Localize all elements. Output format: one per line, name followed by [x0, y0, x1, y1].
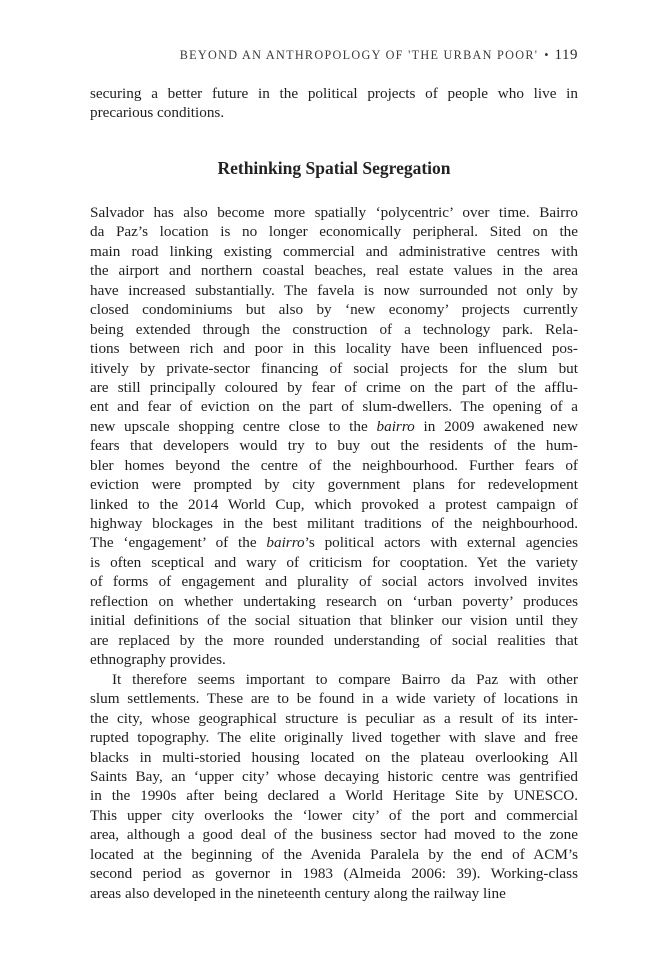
text-line: eviction were prompted by city government plans for redevelopment	[90, 476, 578, 494]
text-line: itively by private-sector financing of social projects for the slum but	[90, 359, 578, 377]
text-line: area, although a good deal of the business sector had moved to the zone	[90, 826, 578, 844]
text-line: the airport and northern coastal beaches, real estate values in the area	[90, 262, 578, 280]
text-line: tions between rich and poor in this locality have been influenced pos-	[90, 340, 578, 358]
text-line: Saints Bay, an ‘upper city’ whose decaying historic centre was gentrified	[90, 767, 578, 785]
text-line: new upscale shopping centre close to the bairro in 2009 awakened new	[90, 417, 578, 435]
text-line: fears that developers would try to buy out the residents of the hum-	[90, 437, 578, 455]
text-line: ent and fear of eviction on the part of slum-dwellers. The opening of a	[90, 398, 578, 416]
text-line: reflection on whether undertaking research on ‘urban poverty’ produces	[90, 592, 578, 610]
text-line: the city, whose geographical structure is peculiar as a result of its inter-	[90, 709, 578, 727]
text-line: da Paz’s location is no longer economically peripheral. Sited on the	[90, 223, 578, 241]
text-line: The ‘engagement’ of the bairro’s political actors with external agencies	[90, 534, 578, 552]
section-heading: Rethinking Spatial Segregation	[217, 158, 451, 178]
text-line: ethnography provides.	[90, 651, 226, 669]
text-line: have increased substantially. The favela is now surrounded not only by	[90, 281, 578, 299]
text-line: Salvador has also become more spatially ‘polycentric’ over time. Bairro	[90, 204, 578, 221]
text-line: of forms of engagement and plurality of social actors involved invites	[90, 573, 578, 591]
text-line: rupted topography. The elite originally lived together with slave and free	[90, 729, 578, 747]
paragraph-comparison	[90, 670, 578, 903]
text-line: being extended through the construction of a technology park. Rela-	[90, 320, 578, 338]
paragraph-rethinking-spatial	[90, 203, 578, 670]
running-head-separator: •	[544, 48, 549, 62]
opening-paragraph	[90, 84, 578, 123]
text-line: highway blockages in the best militant traditions of the neighbourhood.	[90, 515, 578, 532]
text-line: blacks in multi-storied housing located on the plateau overlooking All	[90, 748, 578, 766]
text-line: is often sceptical and wary of criticism for cooptation. Yet the variety	[90, 553, 578, 571]
text-line: linked to the 2014 World Cup, which provoked a protest campaign of	[90, 495, 578, 513]
text-line: located at the beginning of the Avenida Paralela by the end of ACM’s	[90, 845, 578, 863]
running-head-title: BEYOND AN ANTHROPOLOGY OF 'THE URBAN POOR'	[179, 48, 539, 62]
running-head	[90, 47, 578, 64]
text-line: closed condominiums but also by ‘new economy’ projects currently	[90, 301, 578, 319]
text-line: are still principally coloured by fear of crime on the part of the afflu-	[90, 378, 578, 396]
text-line: bler homes beyond the centre of the neighbourhood. Further fears of	[90, 456, 578, 474]
text-line: in the 1990s after being declared a World Heritage Site by UNESCO.	[90, 787, 578, 805]
page-number: 119	[554, 47, 578, 63]
text-line: This upper city overlooks the ‘lower city’ of the port and commercial	[90, 806, 578, 824]
text-line: are replaced by the more rounded understanding of social realities that	[90, 631, 578, 649]
text-line: precarious conditions.	[90, 104, 225, 122]
text-line: slum settlements. These are to be found in a wide variety of locations in	[90, 690, 578, 708]
text-line: initial definitions of the social situation that blinker our vision until they	[90, 612, 578, 630]
text-line: It therefore seems important to compare Bairro da Paz with other	[112, 670, 578, 688]
text-line: areas also developed in the nineteenth century along the railway line	[90, 884, 506, 902]
text-line: second period as governor in 1983 (Almeida 2006: 39). Working-class	[90, 865, 578, 883]
text-line: main road linking existing commercial and administrative centres with	[90, 242, 578, 260]
text-line: securing a better future in the political projects of people who live in	[90, 85, 578, 102]
